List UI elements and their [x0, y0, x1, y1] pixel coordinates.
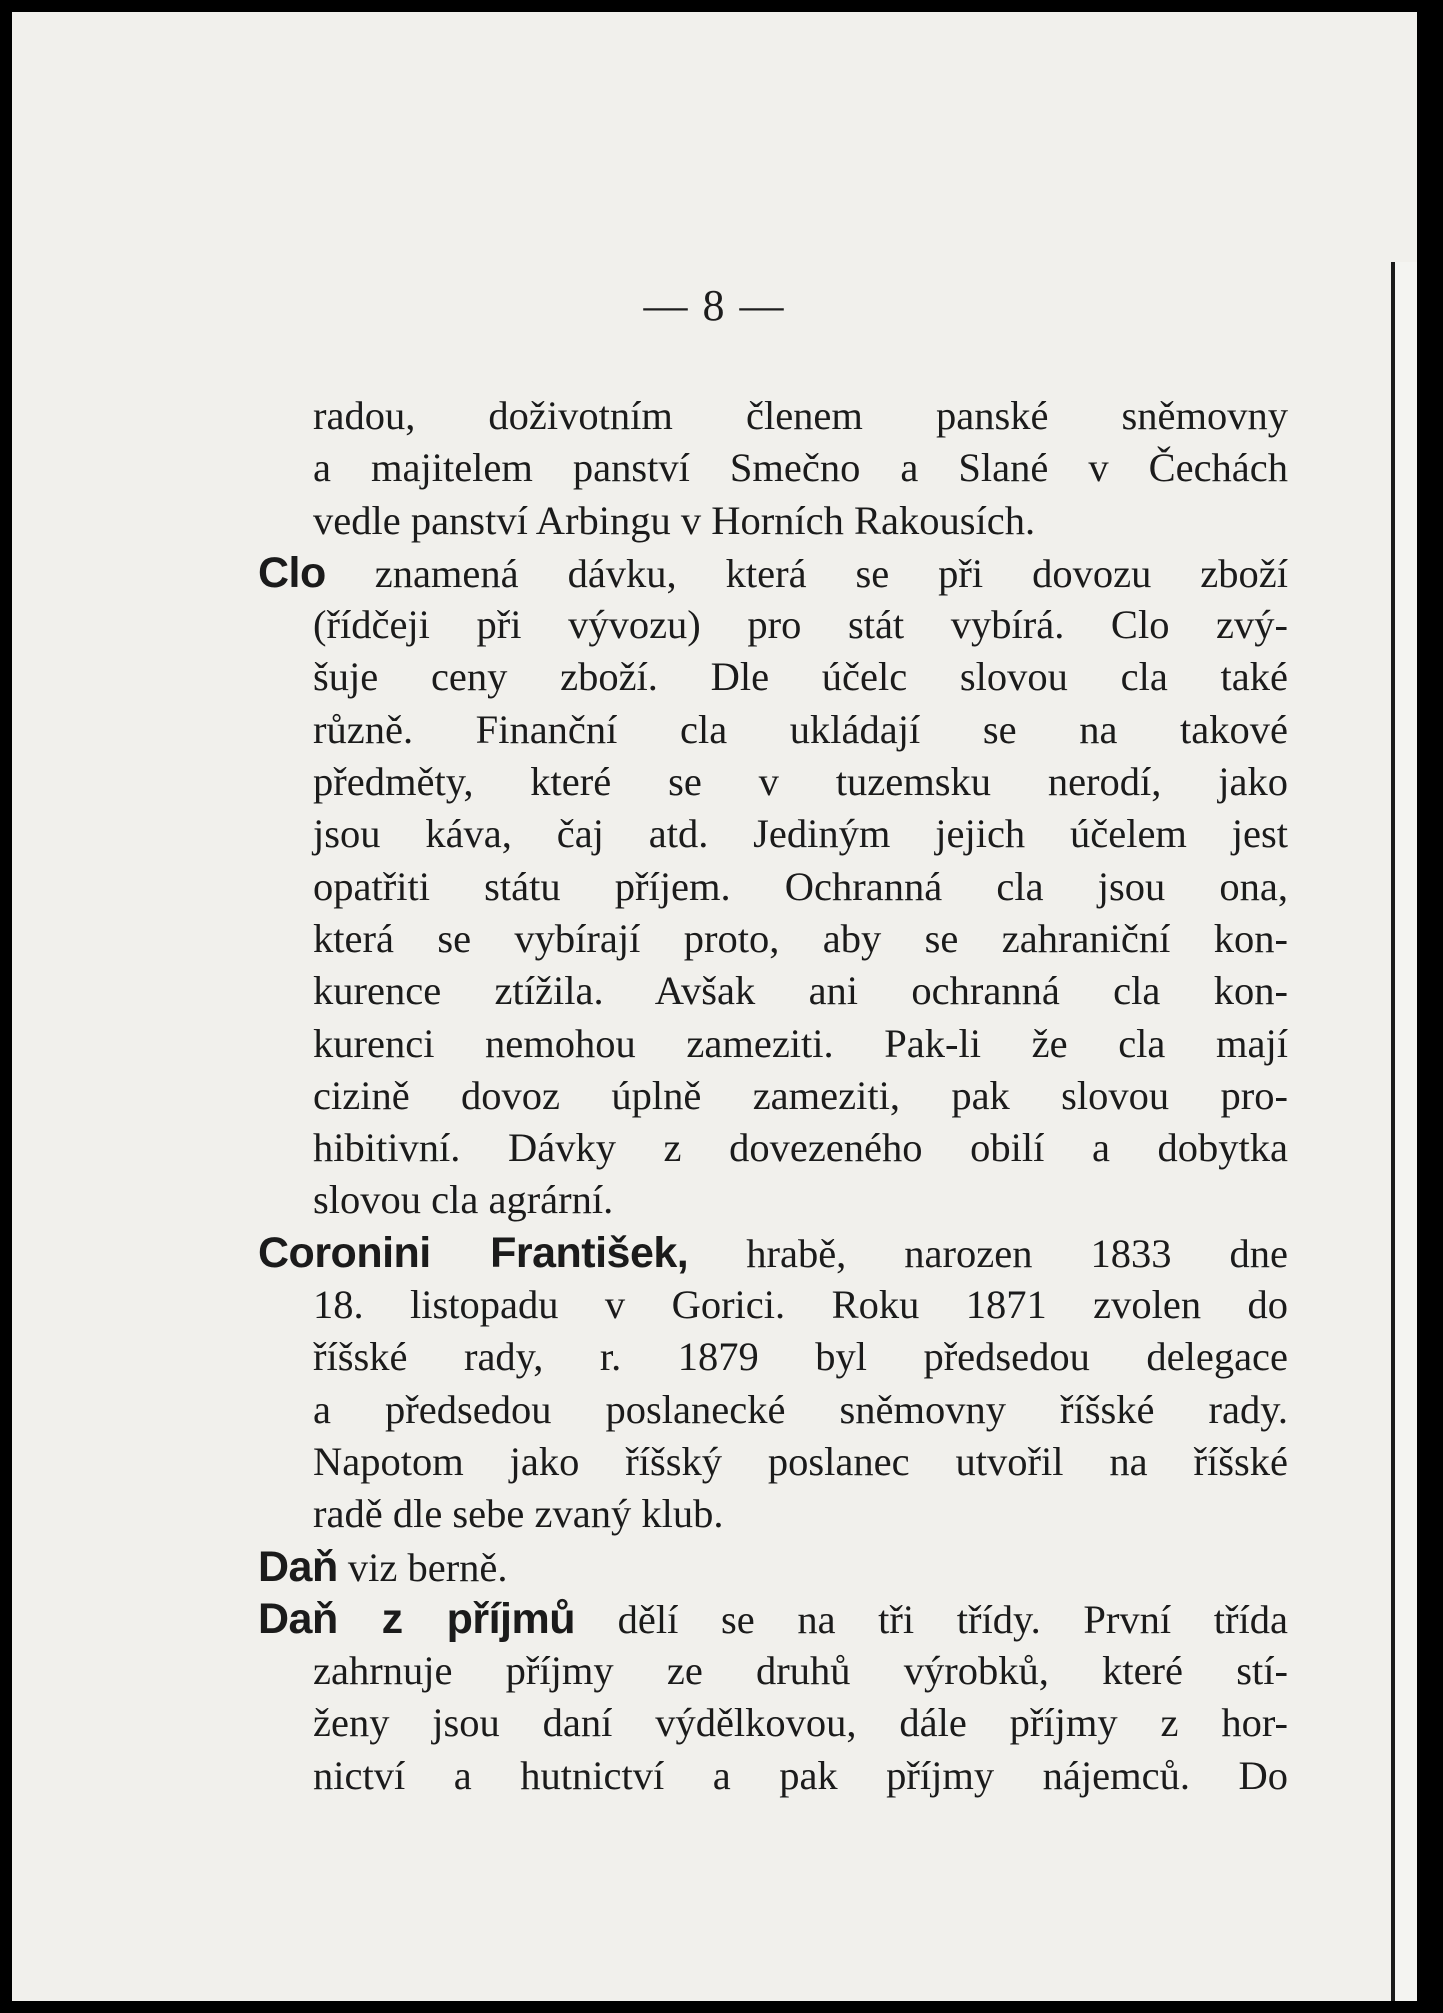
text-line: zahrnuje příjmy ze druhů výrobků, které stí- [313, 1648, 1288, 1694]
text-line: kurence ztížila. Avšak ani ochranná cla kon- [313, 968, 1288, 1014]
text-line: 18. listopadu v Gorici. Roku 1871 zvolen do [313, 1282, 1288, 1328]
text-line: která se vybírají proto, aby se zahraniční kon- [313, 915, 1288, 961]
entry-headword: Daň [258, 1542, 338, 1591]
dictionary-entries [258, 390, 1288, 1802]
page-edge-shadow [1391, 262, 1417, 2001]
text-line: jsou káva, čaj atd. Jediným jejich účelem jest [313, 811, 1288, 857]
text-line: radou, doživotním členem panské sněmovny [313, 393, 1288, 438]
entry-line: Daň z příjmů dělí se na tři třídy. První třída [258, 1594, 1288, 1643]
text-line: radě dle sebe zvaný klub. [313, 1491, 724, 1537]
book-page [12, 12, 1417, 2001]
text-line: hibitivní. Dávky z dovezeného obilí a dobytka [313, 1125, 1288, 1171]
text-line: cizině dovoz úplně zameziti, pak slovou pro- [313, 1072, 1288, 1118]
text-line: (řídčeji při vývozu) pro stát vybírá. Clo zvý- [313, 602, 1288, 648]
entry-headword: Coronini František, [258, 1228, 689, 1277]
text-line: vedle panství Arbingu v Horních Rakousích. [313, 497, 1036, 543]
text-line: nictví a hutnictví a pak příjmy nájemců. Do [313, 1752, 1288, 1798]
text-line: opatřiti státu příjem. Ochranná cla jsou ona, [313, 863, 1288, 909]
text-line: a předsedou poslanecké sněmovny říšské rady. [313, 1386, 1288, 1432]
text-line: kurenci nemohou zameziti. Pak-li že cla mají [313, 1020, 1288, 1066]
text-line: a majitelem panství Smečno a Slané v Čechách [313, 445, 1288, 491]
entry-line: Daň viz berně. [258, 1542, 508, 1591]
text-line: ženy jsou daní výdělkovou, dále příjmy z hor- [313, 1700, 1288, 1746]
entry-headword: Daň z příjmů [258, 1594, 576, 1643]
text-line: říšské rady, r. 1879 byl předsedou delegace [313, 1334, 1288, 1380]
text-line: šuje ceny zboží. Dle účelc slovou cla také [313, 654, 1288, 700]
text-line: předměty, které se v tuzemsku nerodí, jako [313, 759, 1288, 805]
text-line: slovou cla agrární. [313, 1177, 614, 1223]
text-line: Napotom jako říšský poslanec utvořil na říšské [313, 1438, 1288, 1484]
entry-line: Coronini František, hrabě, narozen 1833 dne [258, 1228, 1288, 1277]
entry-line: Clo znamená dávku, která se při dovozu zboží [258, 548, 1288, 597]
entry-headword: Clo [258, 548, 326, 597]
text-line: různě. Finanční cla ukládají se na takové [313, 706, 1288, 752]
page-number: — 8 — [643, 281, 786, 330]
